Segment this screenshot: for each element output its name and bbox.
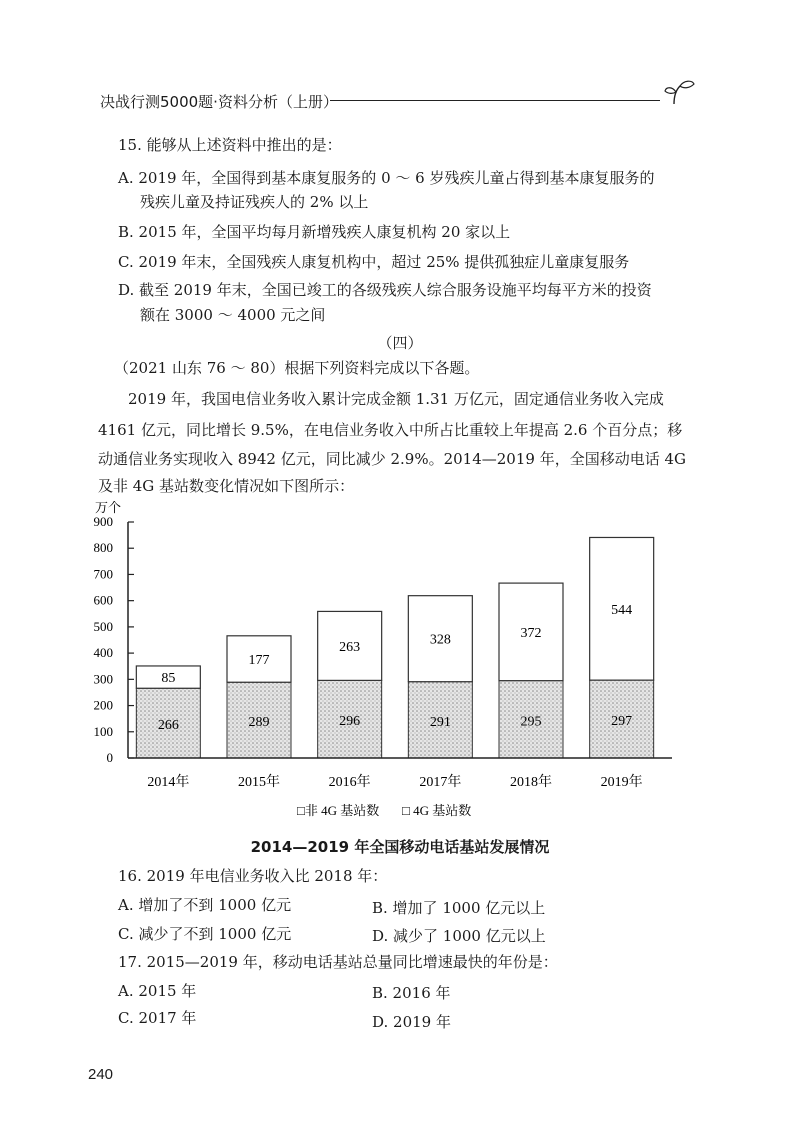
base-station-chart bbox=[0, 490, 800, 830]
x-tick-label: 2018年 bbox=[510, 775, 552, 790]
q17-option-b: B. 2016 年 bbox=[372, 984, 451, 1002]
y-tick-label: 300 bbox=[93, 671, 113, 687]
q16-stem: 16. 2019 年电信业务收入比 2018 年： bbox=[118, 867, 388, 885]
q15-option-b: B. 2015 年，全国平均每月新增残疾人康复机构 20 家以上 bbox=[118, 223, 511, 241]
q15-stem: 15. 能够从上述资料中推出的是： bbox=[118, 136, 342, 154]
q15-option-a-line1: A. 2019 年，全国得到基本康复服务的 0 ～ 6 岁残疾儿童占得到基本康复服务的 bbox=[118, 169, 655, 187]
y-tick-label: 900 bbox=[93, 514, 113, 529]
legend-4g: □ 4G 基站数 bbox=[402, 803, 472, 818]
q17-stem: 17. 2015—2019 年，移动电话基站总量同比增速最快的年份是： bbox=[118, 953, 558, 971]
paragraph-line-3: 动通信业务实现收入 8942 亿元，同比减少 2.9%。2014—2019 年，全国移动电话 4G bbox=[98, 450, 686, 468]
y-tick-label: 100 bbox=[93, 723, 113, 739]
q15-option-d-line2: 额在 3000 ～ 4000 元之间 bbox=[140, 306, 326, 324]
y-tick-label: 0 bbox=[106, 750, 113, 765]
value-label-4g: 297 bbox=[611, 714, 633, 730]
value-label-4g: 289 bbox=[248, 715, 270, 731]
y-tick-label: 200 bbox=[93, 697, 113, 713]
paragraph-line-2: 4161 亿元，同比增长 9.5%，在电信业务收入中所占比重较上年提高 2.6 个百分点；移 bbox=[98, 421, 683, 439]
value-label-non-4g: 372 bbox=[520, 625, 542, 641]
q16-option-c: C. 减少了不到 1000 亿元 bbox=[118, 925, 292, 943]
value-label-4g: 266 bbox=[157, 718, 179, 734]
q15-option-d-line1: D. 截至 2019 年末，全国已竣工的各级残疾人综合服务设施平均每平方米的投资 bbox=[118, 281, 652, 299]
legend-non-4g: □非 4G 基站数 bbox=[297, 803, 380, 818]
y-axis-unit-label: 万个 bbox=[95, 500, 122, 515]
x-tick-label: 2015年 bbox=[238, 775, 280, 790]
x-axis-ticks bbox=[147, 773, 642, 790]
section-label: （四） bbox=[377, 334, 423, 352]
q17-option-a: A. 2015 年 bbox=[118, 982, 197, 1000]
q15-option-a-line2: 残疾儿童及持证残疾人的 2% 以上 bbox=[140, 193, 369, 211]
y-tick-label: 600 bbox=[93, 592, 113, 608]
y-tick-label: 700 bbox=[93, 566, 113, 582]
value-label-4g: 296 bbox=[339, 714, 361, 730]
bars bbox=[136, 537, 653, 758]
value-label-non-4g: 177 bbox=[248, 653, 270, 669]
sprout-icon bbox=[660, 78, 700, 108]
value-label-non-4g: 85 bbox=[161, 671, 176, 687]
q17-option-c: C. 2017 年 bbox=[118, 1009, 197, 1027]
header-rule bbox=[330, 100, 660, 101]
value-label-non-4g: 263 bbox=[339, 639, 361, 655]
q16-option-b: B. 增加了 1000 亿元以上 bbox=[372, 899, 546, 917]
paragraph-line-1: 2019 年，我国电信业务收入累计完成金额 1.31 万亿元，固定通信业务收入完成 bbox=[128, 390, 664, 408]
y-tick-label: 500 bbox=[93, 618, 113, 634]
x-tick-label: 2014年 bbox=[147, 775, 190, 790]
x-tick-label: 2017年 bbox=[419, 775, 462, 790]
x-tick-label: 2016年 bbox=[328, 775, 371, 790]
running-header: 决战行测5000题·资料分析（上册） bbox=[100, 93, 338, 111]
q16-option-d: D. 减少了 1000 亿元以上 bbox=[372, 927, 546, 945]
x-tick-label: 2019年 bbox=[600, 775, 643, 790]
q17-option-d: D. 2019 年 bbox=[372, 1013, 451, 1031]
q15-option-c: C. 2019 年末，全国残疾人康复机构中，超过 25% 提供孤独症儿童康复服务 bbox=[118, 253, 630, 271]
q16-option-a: A. 增加了不到 1000 亿元 bbox=[118, 896, 292, 914]
y-tick-label: 800 bbox=[93, 540, 113, 556]
page-number: 240 bbox=[88, 1066, 114, 1083]
paragraph-line-4: 及非 4G 基站数变化情况如下图所示： bbox=[98, 477, 355, 495]
y-tick-label: 400 bbox=[93, 645, 113, 661]
chart-title: 2014—2019 年全国移动电话基站发展情况 bbox=[250, 838, 550, 856]
value-label-non-4g: 544 bbox=[611, 602, 633, 618]
section-intro: （2021 山东 76 ～ 80）根据下列资料完成以下各题。 bbox=[114, 359, 480, 377]
value-label-4g: 291 bbox=[429, 714, 451, 730]
value-label-non-4g: 328 bbox=[429, 632, 451, 648]
value-label-4g: 295 bbox=[520, 714, 542, 730]
